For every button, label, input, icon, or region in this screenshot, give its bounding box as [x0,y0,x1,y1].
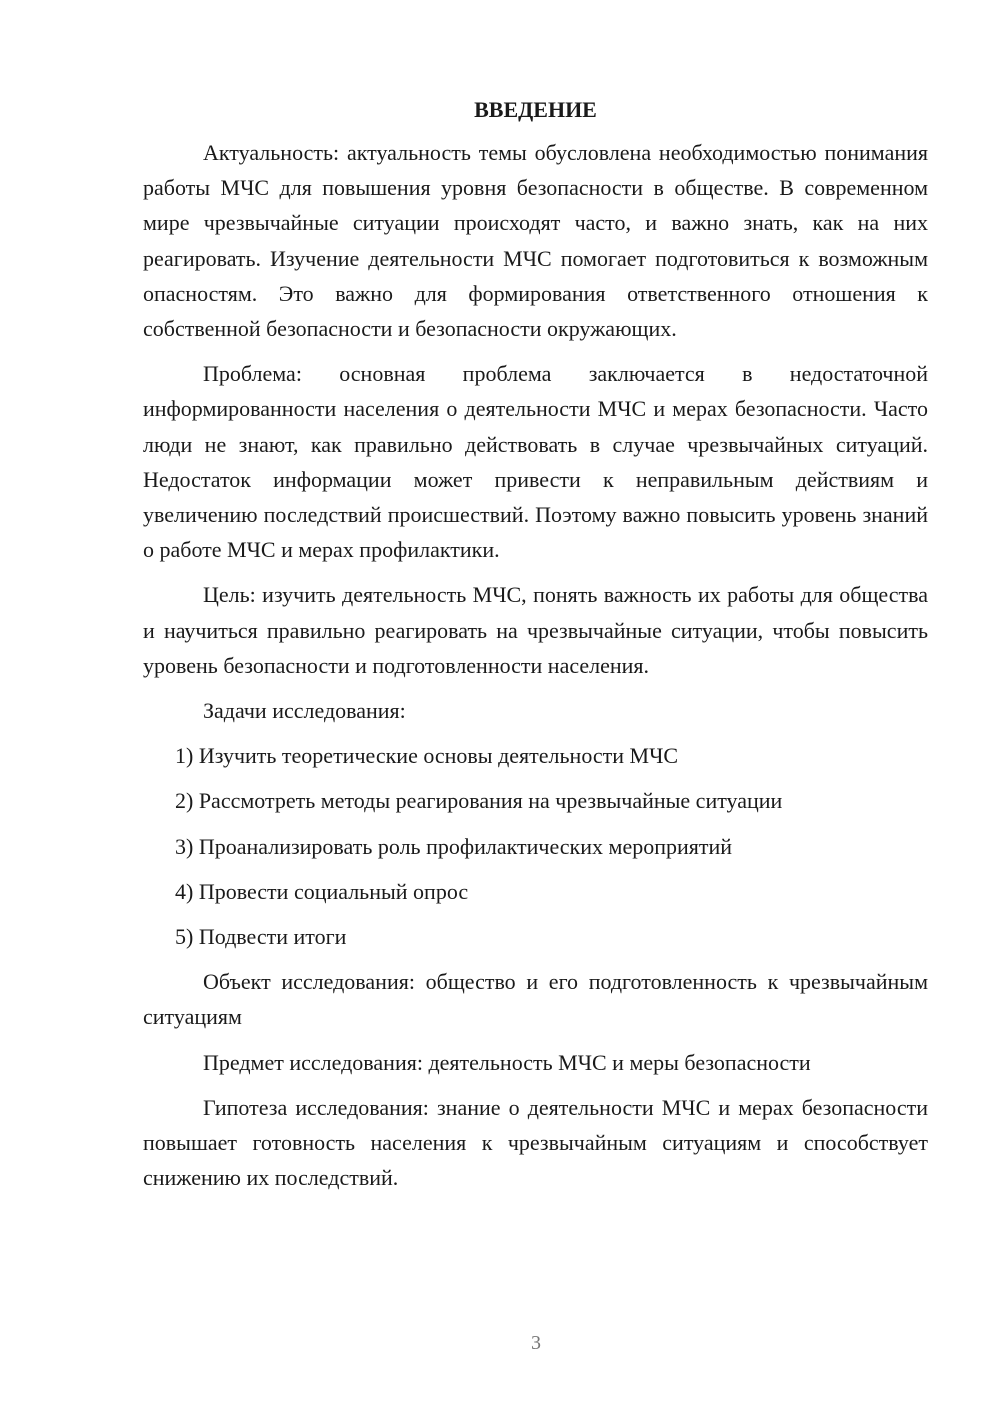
object-paragraph: Объект исследования: общество и его подготовленность к чрезвычайным ситуациям [143,969,928,1030]
goal-paragraph: Цель: изучить деятельность МЧС, понять важность их работы для общества и научиться правильно реагировать на чрезвычайные ситуации, чтобы повысить уровень безопасности и подготовленности населения. [143,582,928,678]
page-title: ВВЕДЕНИЕ [474,97,597,122]
list-item: 1) Изучить теоретические основы деятельности МЧС [175,743,679,769]
subject-paragraph: Предмет исследования: деятельность МЧС и меры безопасности [203,1049,811,1075]
document-page [143,92,928,1205]
page-number: 3 [531,1332,541,1354]
list-item: 5) Подвести итоги [175,924,347,950]
hypothesis-paragraph: Гипотеза исследования: знание о деятельности МЧС и мерах безопасности повышает готовность населения к чрезвычайным ситуациям и способствует снижению их последствий. [143,1094,928,1191]
problem-paragraph: Проблема: основная проблема заключается в недостаточной информированности населения о деятельности МЧС и мерах безопасности. Часто люди не знают, как правильно действовать в случае чрезвычайных ситуаций. Недостаток информации может привести к неправильным действиям и увеличению последствий происшествий. Поэтому важно повысить уровень знаний о работе МЧС и мерах профилактики. [143,361,928,563]
tasks-heading: Задачи исследования: [203,698,406,724]
tasks-list [143,738,928,954]
list-item: 4) Провести социальный опрос [175,878,469,904]
relevance-paragraph: Актуальность: актуальность темы обусловлена необходимостью понимания работы МЧС для повышения уровня безопасности в обществе. В современном мире чрезвычайные ситуации происходят часто, и важно знать, как на них реагировать. Изучение деятельности МЧС помогает подготовиться к возможным опасностям. Это важно для формирования ответственного отношения к собственной безопасности и безопасности окружающих. [143,140,928,342]
list-item: 2) Рассмотреть методы реагирования на чрезвычайные ситуации [175,788,783,814]
list-item: 3) Проанализировать роль профилактических мероприятий [175,833,733,859]
